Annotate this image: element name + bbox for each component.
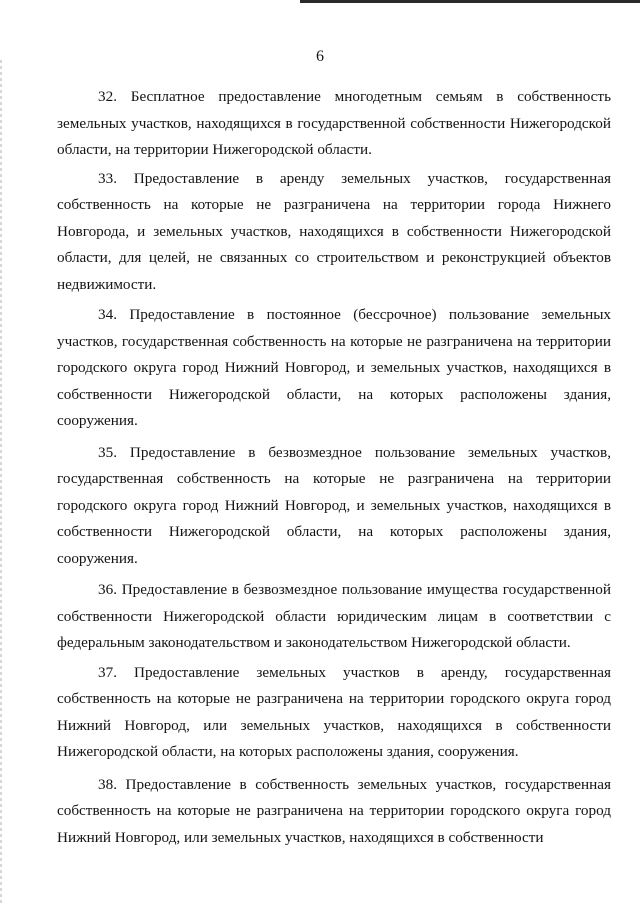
paragraph-number: 32. <box>98 88 117 105</box>
paragraph-text: Предоставление в аренду земельных участков, государственная собственность на которые не разграничена на территории города Нижнего Новгорода, и земельных участков, находящихся в собственности Нижегородской области, для целей, не связанных со строительством и реконструкцией объектов недвижимости. <box>57 169 611 293</box>
document-body <box>57 84 611 851</box>
paragraph-33 <box>57 166 611 299</box>
paragraph-number: 33. <box>98 169 117 187</box>
paragraph-text: Предоставление в безвозмездное пользование земельных участков, государственная собственность на которые не разграничена на территории городского округа город Нижний Новгород, и земельных участков, находящихся в собственности Нижегородской области, на которых расположены здания, сооружения. <box>57 443 611 567</box>
top-border-line <box>300 0 640 3</box>
paragraph-number: 37. <box>98 663 117 681</box>
paragraph-text: Предоставление земельных участков в аренду, государственная собственность на которые не разграничена на территории городского округа город Нижний Новгород, или земельных участков, находящихся в собственности Нижегородской области, на которых расположены здания, сооружения. <box>57 663 611 760</box>
paragraph-text: Предоставление в безвозмездное пользование имущества государственной собственности Нижегородской области юридическим лицам в соответствии с федеральным законодательством и законодательством Нижегородской области. <box>57 581 611 651</box>
paragraph-32 <box>57 84 611 164</box>
paragraph-36 <box>57 577 611 657</box>
paragraph-number: 38. <box>98 775 117 793</box>
paragraph-37 <box>57 660 611 766</box>
page-number: 6 <box>316 48 324 65</box>
scan-left-edge <box>0 60 2 905</box>
paragraph-text: Бесплатное предоставление многодетным семьям в собственность земельных участков, находящихся в государственной собственности Нижегородской области, на территории Нижегородской области. <box>57 88 611 158</box>
paragraph-text: Предоставление в собственность земельных участков, государственная собственность на которые не разграничена на территории городского округа город Нижний Новгород, или земельных участков, находящихся в собственности <box>57 775 611 846</box>
paragraph-text: Предоставление в постоянное (бессрочное) пользование земельных участков, государственная собственность на которые не разграничена на территории городского округа город Нижний Новгород, и земельных участков, находящихся в собственности Нижегородской области, на которых расположены здания, сооружения. <box>57 306 611 429</box>
paragraph-34 <box>57 302 611 435</box>
paragraph-number: 35. <box>98 443 117 461</box>
paragraph-number: 34. <box>98 306 117 323</box>
paragraph-35 <box>57 440 611 573</box>
paragraph-38 <box>57 772 611 852</box>
paragraph-number: 36. <box>98 581 117 598</box>
